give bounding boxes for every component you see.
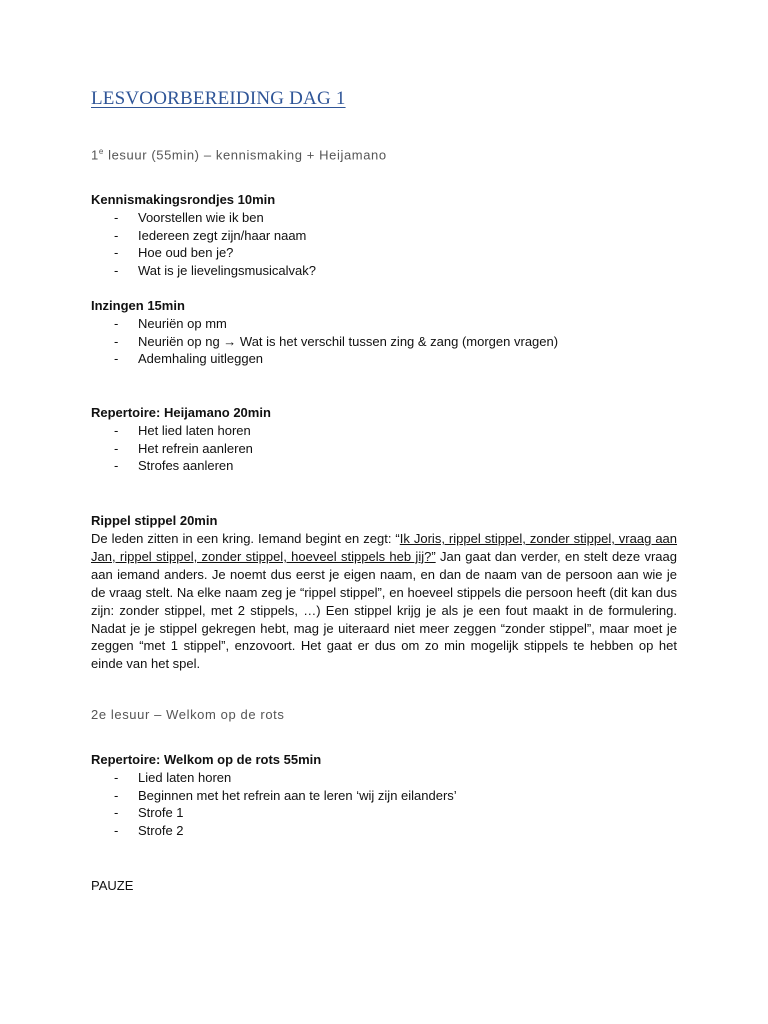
section-rippel-stippel — [91, 512, 677, 673]
bullet-dash: - — [114, 805, 119, 821]
section-title-heijamano: Repertoire: Heijamano 20min — [91, 405, 271, 420]
list-item — [91, 315, 677, 333]
bullet-dash: - — [114, 210, 119, 225]
bullet-dash: - — [114, 458, 119, 474]
bullet-dash: - — [114, 823, 119, 839]
list-item — [91, 787, 677, 805]
lesuur-1-superscript: e — [98, 147, 104, 156]
list-item-text: Strofe 1 — [138, 805, 184, 821]
lesuur-1-text: lesuur (55min) – kennismaking + Heijamano — [103, 147, 387, 163]
list-item-text: Ademhaling uitleggen — [138, 351, 264, 367]
bullet-dash: - — [114, 316, 119, 331]
list-item — [91, 422, 677, 440]
list-item — [91, 333, 677, 351]
list-kennismaking — [91, 209, 677, 280]
bullet-dash: - — [114, 423, 119, 438]
list-item-text: Strofe 2 — [138, 823, 184, 839]
list-item-text: Neuriën op mm — [138, 316, 227, 331]
section-title-inzingen: Inzingen 15min — [91, 298, 185, 313]
bullet-dash: - — [114, 333, 119, 349]
list-welkom — [91, 769, 677, 840]
rippel-paragraph — [91, 530, 677, 673]
section-title-rippel: Rippel stippel 20min — [91, 513, 218, 528]
lesuur-1-heading — [91, 147, 387, 162]
bullet-dash: - — [114, 263, 119, 279]
section-welkom — [91, 751, 677, 840]
list-item — [91, 440, 677, 458]
list-item-text-tail: Wat is het verschil tussen zing & zang (morgen vragen) — [236, 333, 559, 349]
bullet-dash: - — [114, 245, 119, 261]
list-heijamano — [91, 422, 677, 475]
list-item-text: Voorstellen wie ik ben — [138, 210, 264, 225]
list-item — [91, 350, 677, 368]
list-item-text: Lied laten horen — [138, 770, 232, 785]
section-kennismaking — [91, 191, 677, 280]
bullet-dash: - — [114, 770, 119, 785]
list-item — [91, 227, 677, 245]
paragraph-end: Jan gaat dan verder, en stelt deze vraag aan iemand anders. Je noemt dus eerst je eigen naam, en dan de naam van de persoon aan wie je de vraag stelt. Na elke naam zeg je “rippel stippel”, en hoeveel stippels die persoon heeft (dit kan dus zijn: zonder stippel, met 2 stippels, …) Een stippel krijg je als je een fout maakt in de formulering. Nadat je je stippel gekregen hebt, mag je uiteraard niet meer zeggen “zonder stippel”, maar moet je zeggen “met 1 stippel”, enzovoort. Het gaat er dus om zo min mogelijk stippels te hebben op het einde van het spel. — [91, 548, 677, 672]
list-item — [91, 244, 677, 262]
list-item — [91, 769, 677, 787]
list-item-text: Wat is je lievelingsmusicalvak? — [138, 263, 316, 279]
document-title: LESVOORBEREIDING DAG 1 — [91, 88, 346, 109]
section-title-kennismaking: Kennismakingsrondjes 10min — [91, 192, 276, 207]
arrow-right-icon: → — [223, 333, 237, 349]
section-title-welkom: Repertoire: Welkom op de rots 55min — [91, 752, 322, 767]
bullet-dash: - — [114, 787, 119, 803]
list-item-text: Het lied laten horen — [138, 423, 251, 438]
list-item-text: Strofes aanleren — [138, 458, 234, 474]
list-item-text: Iedereen zegt zijn/haar naam — [138, 227, 307, 243]
paragraph-start: De leden zitten in een kring. Iemand begint en zegt: “ — [91, 531, 400, 546]
pauze-label: PAUZE — [91, 878, 134, 893]
list-item-text: Hoe oud ben je? — [138, 245, 234, 261]
list-item-text: Neuriën op ng — [138, 333, 220, 349]
list-item-text: Het refrein aanleren — [138, 440, 253, 456]
list-item — [91, 262, 677, 280]
section-heijamano — [91, 404, 677, 475]
bullet-dash: - — [114, 440, 119, 456]
paragraph-underlined-quote: Ik Joris, rippel stippel, zonder stippel, vraag aan Jan, rippel stippel, zonder stippel, hoeveel stippels heb jij?” — [91, 531, 678, 564]
list-item — [91, 457, 677, 475]
list-item — [91, 209, 677, 227]
bullet-dash: - — [114, 351, 119, 367]
lesuur-1-number: 1 — [91, 147, 99, 163]
section-inzingen — [91, 297, 677, 368]
list-inzingen — [91, 315, 677, 368]
lesuur-2-heading: 2e lesuur – Welkom op de rots — [91, 707, 285, 722]
list-item — [91, 822, 677, 840]
list-item — [91, 804, 677, 822]
bullet-dash: - — [114, 227, 119, 243]
list-item-text: Beginnen met het refrein aan te leren ‘wij zijn eilanders’ — [138, 787, 457, 803]
